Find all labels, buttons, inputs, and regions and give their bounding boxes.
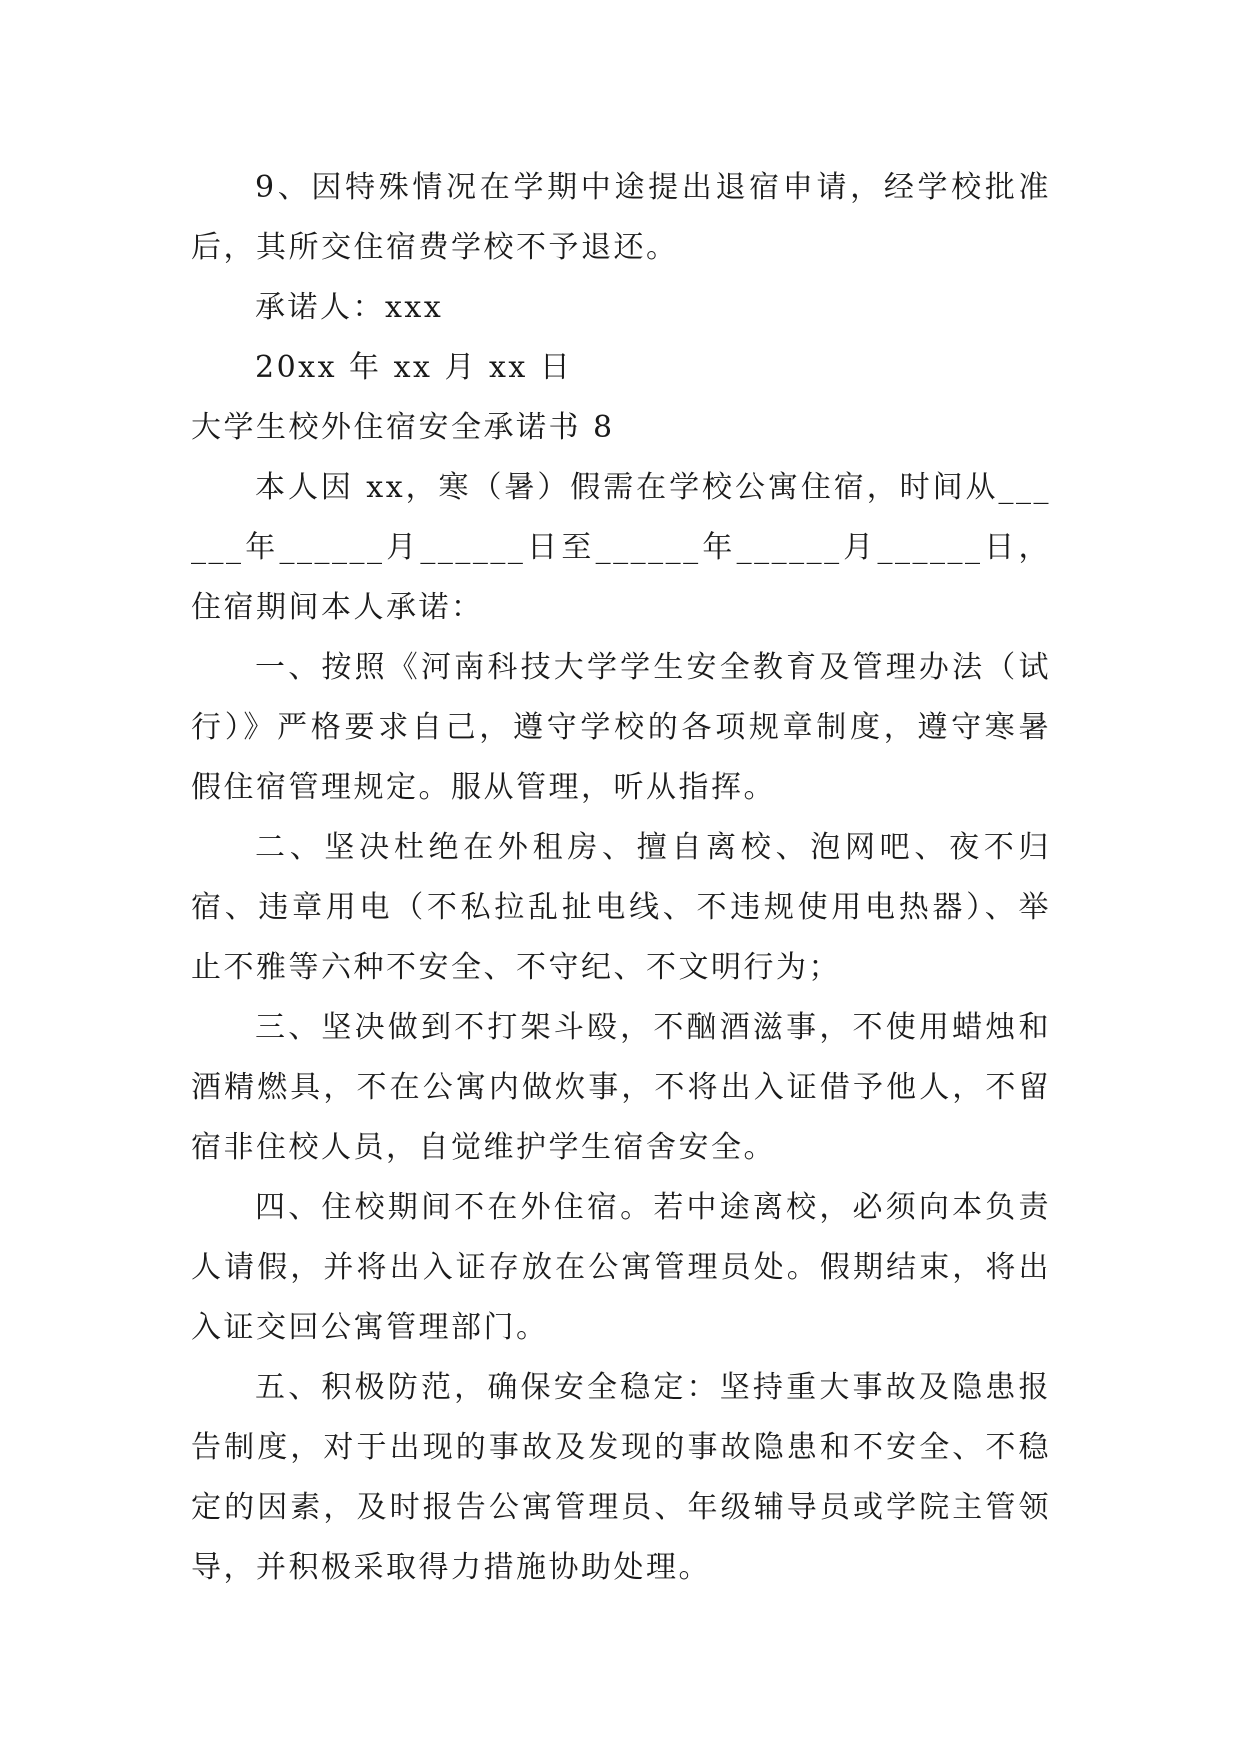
section-title: 大学生校外住宿安全承诺书 8 [191, 410, 615, 445]
intro-paragraph: 本人因 xx，寒（暑）假需在学校公寓住宿，时间从______年______月______日至______年______月______日，住宿期间本人承诺： [191, 470, 1051, 625]
pledge-item-1: 一、按照《河南科技大学学生安全教育及管理办法（试行）》严格要求自己，遵守学校的各项规章制度，遵守寒暑假住宿管理规定。服从管理，听从指挥。 [191, 650, 1051, 805]
paragraph-item-9: 9、因特殊情况在学期中途提出退宿申请，经学校批准后，其所交住宿费学校不予退还。 [191, 170, 1051, 265]
pledge-item-5: 五、积极防范，确保安全稳定：坚持重大事故及隐患报告制度，对于出现的事故及发现的事故隐患和不安全、不稳定的因素，及时报告公寓管理员、年级辅导员或学院主管领导，并积极采取得力措施协助处理。 [191, 1370, 1051, 1585]
pledge-item-4: 四、住校期间不在外住宿。若中途离校，必须向本负责人请假，并将出入证存放在公寓管理员处。假期结束，将出入证交回公寓管理部门。 [191, 1190, 1051, 1345]
pledge-item-2: 二、坚决杜绝在外租房、擅自离校、泡网吧、夜不归宿、违章用电（不私拉乱扯电线、不违规使用电热器）、举止不雅等六种不安全、不守纪、不文明行为； [191, 830, 1051, 985]
pledge-item-3: 三、坚决做到不打架斗殴，不酗酒滋事，不使用蜡烛和酒精燃具，不在公寓内做炊事，不将出入证借予他人，不留宿非住校人员，自觉维护学生宿舍安全。 [191, 1010, 1051, 1165]
signer-line: 承诺人：xxx [255, 290, 444, 325]
document-body [191, 158, 1051, 1598]
date-line: 20xx 年 xx 月 xx 日 [255, 350, 573, 385]
